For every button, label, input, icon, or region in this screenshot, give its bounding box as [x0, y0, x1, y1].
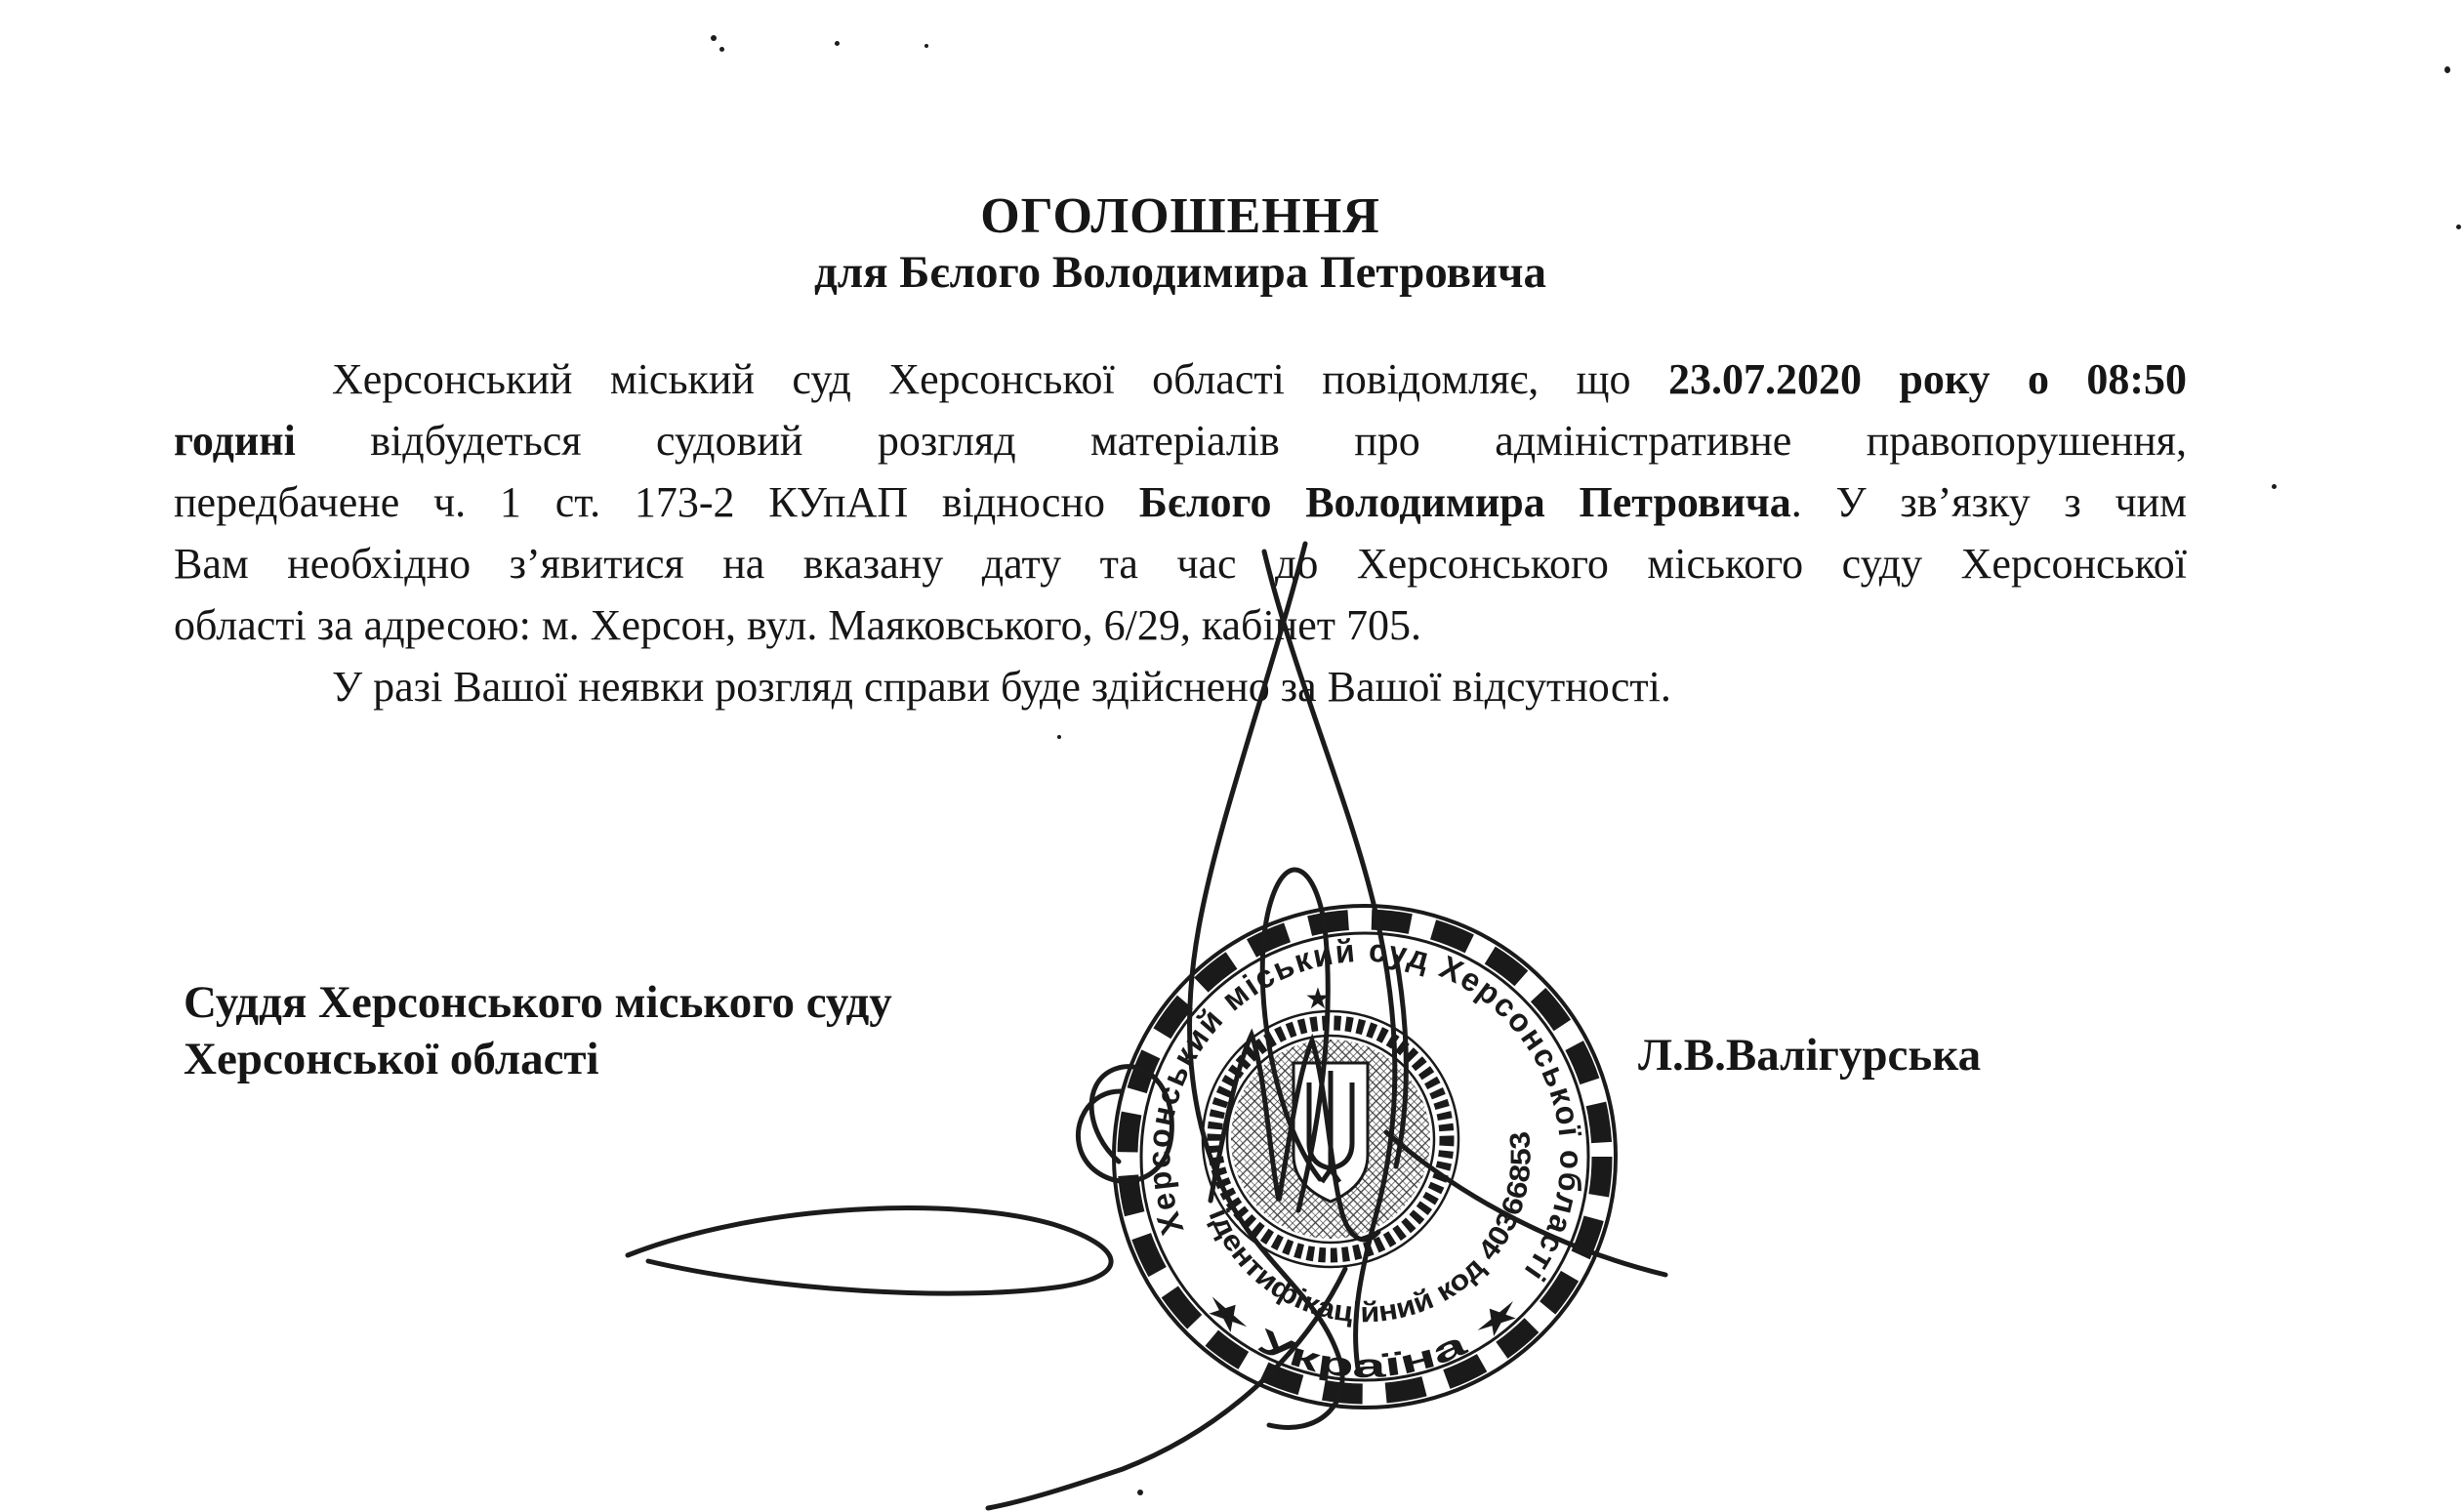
court-address: області за адресою: м. Херсон, вул. Маяковського, 6/29, кабінет 705. [174, 601, 1421, 649]
body-text: . У зв’язку з чим [1790, 478, 2187, 526]
scan-speck [719, 47, 724, 52]
scan-speck [2444, 66, 2450, 73]
body-text: передбачене ч. 1 ст. 173-2 КУпАП відносно [174, 478, 1139, 526]
scan-speck [1137, 1490, 1143, 1495]
body-text: Вам необхідно з’явитися на вказану дату та час до Херсонського міського суду Херсонської [174, 540, 2187, 588]
stamp-ring-text: Херсонський міський суд Херсонської області [1140, 931, 1590, 1289]
stamp-star-icon: ★ [1304, 983, 1332, 1015]
stamp-code-text: ідентифікаційний код 40366853 [1202, 1131, 1538, 1329]
hearing-datetime: 23.07.2020 року о 08:50 [1667, 355, 2187, 403]
signature-stroke [628, 1208, 1111, 1294]
scan-speck [1057, 735, 1061, 739]
scan-speck [835, 41, 840, 46]
judge-title-line-1: Суддя Херсонського міського суду [184, 977, 892, 1028]
judge-name: Л.В.Валігурська [1638, 1030, 1982, 1081]
scan-speck [711, 35, 717, 41]
judge-title-line-2: Херсонської області [184, 1034, 599, 1084]
scan-speck [2272, 484, 2277, 489]
document-title: ОГОЛОШЕННЯ [980, 188, 1380, 244]
absence-warning: У разі Вашої неявки розгляд справи буде здійснено за Вашої відсутності. [332, 663, 1671, 711]
body-text: відбудеться судовий розгляд матеріалів про адміністративне правопорушення, [295, 417, 2187, 465]
scan-speck [2456, 225, 2461, 229]
hearing-time-word: годині [174, 417, 296, 465]
body-text: Херсонський міський суд Херсонської області повідомляє, що [332, 355, 1668, 403]
defendant-name: Бєлого Володимира Петровича [1138, 478, 1791, 526]
scan-speck [924, 44, 928, 48]
stamp-country-text: ★ Україна ★ [1194, 1283, 1512, 1386]
document-subtitle: для Бєлого Володимира Петровича [813, 247, 1547, 298]
